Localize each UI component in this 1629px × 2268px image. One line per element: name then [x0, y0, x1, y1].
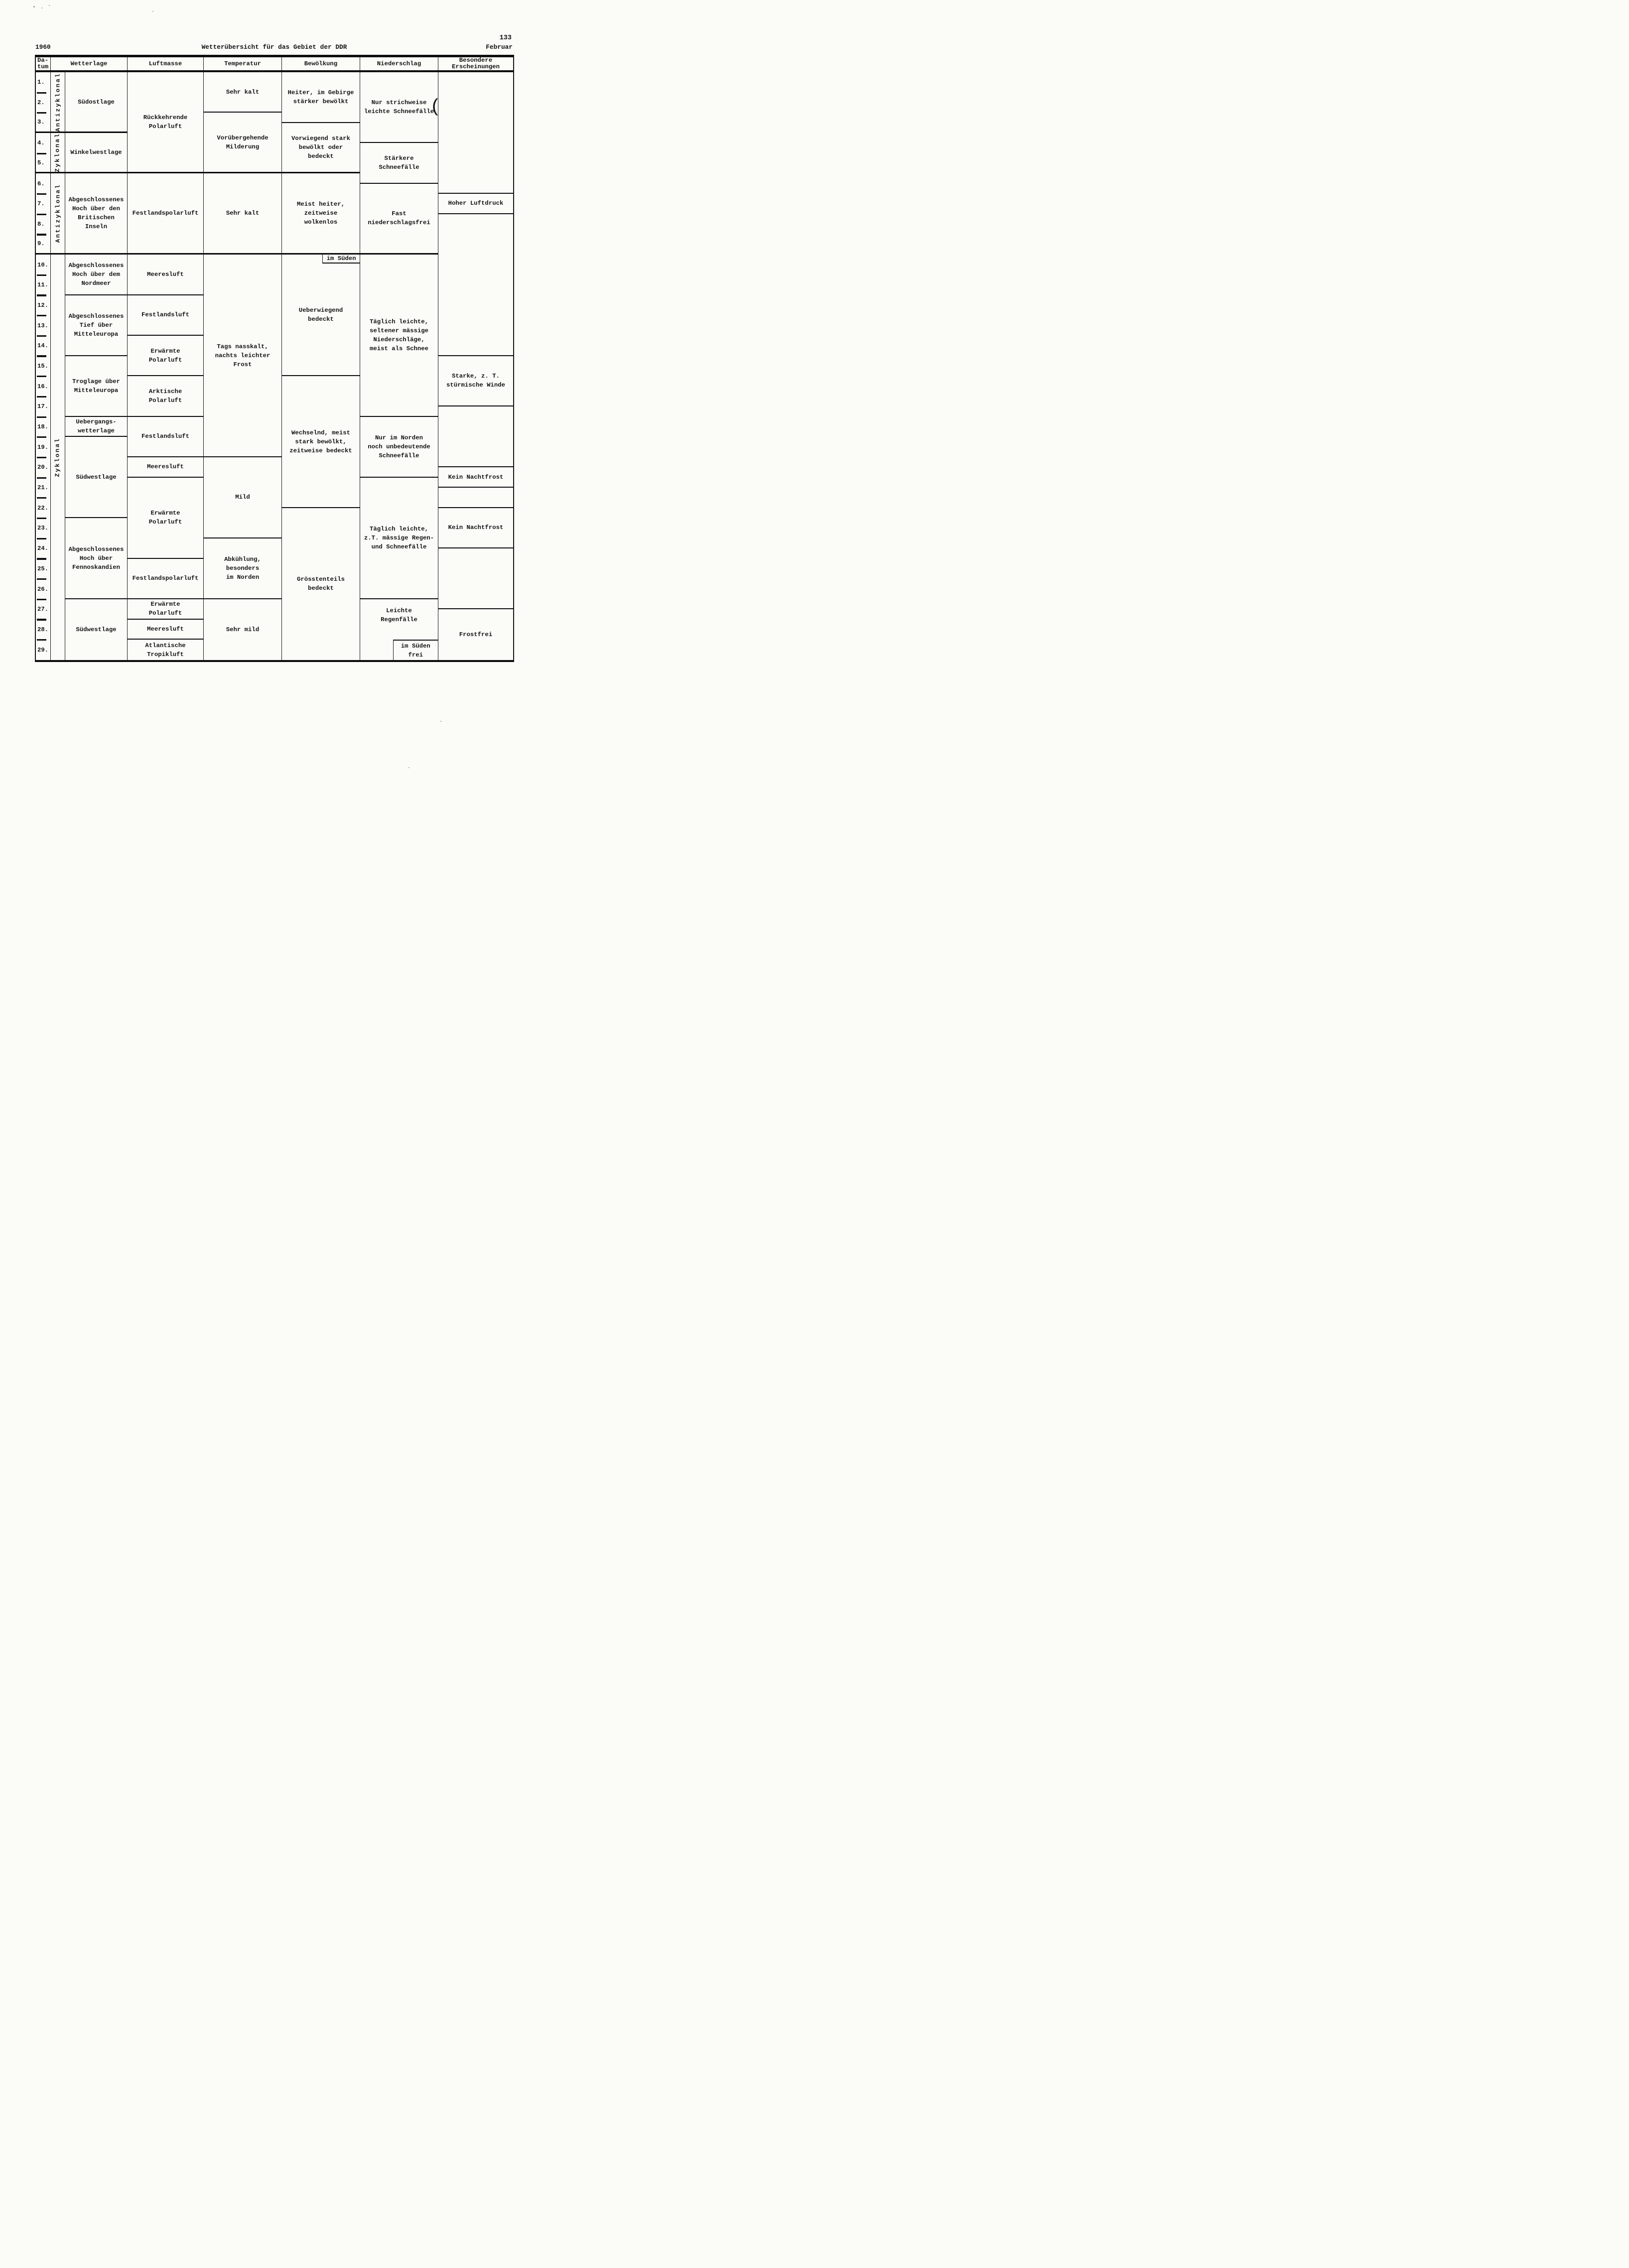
luftmasse-text: Meeresluft [147, 270, 184, 278]
datum-cell-days-26 [36, 579, 51, 599]
datum-cell-days-20 [36, 457, 51, 478]
datum-cell-days-6 [36, 173, 51, 194]
temperatur-cell-days-1-2 [204, 72, 282, 113]
luftmasse-text: Festlandsluft [141, 311, 189, 319]
datum-cell-days-7 [36, 194, 51, 214]
wetterlage-text: Abgeschlossenes Hoch über den Britischen Inseln [68, 196, 124, 231]
wetterlage-cell-days-15-17 [65, 356, 128, 417]
temperatur-text: Tags nasskalt, nachts leichter Frost [215, 343, 271, 368]
datum-text: 26. [37, 585, 49, 593]
zyklon-cell-days-10-29 [51, 255, 65, 660]
luftmasse-text: Erwärmte Polarluft [148, 601, 182, 617]
datum-text: 11. [37, 281, 49, 289]
wetterlage-text: Südwestlage [76, 473, 117, 481]
datum-text: 16. [37, 383, 49, 390]
wetterlage-text: Südostlage [78, 98, 115, 106]
besondere-cell-days-27-29 [438, 609, 513, 660]
bewoelkung-text: Heiter, im Gebirge stärker bewölkt [287, 89, 354, 105]
title-bar [35, 43, 514, 51]
datum-text: 5. [37, 159, 45, 166]
datum-text: 2. [37, 99, 45, 107]
wetterlage-text: Uebergangs- wetterlage [76, 418, 117, 435]
besondere-cell-days-20-21 [438, 467, 513, 488]
datum-text: 17. [37, 403, 49, 410]
niederschlag-text: Fast niederschlagsfrei [368, 210, 430, 227]
continuation-brace: ( [430, 97, 441, 118]
datum-cell-days-16 [36, 376, 51, 397]
luftmasse-cell-days-25-26 [128, 559, 204, 599]
datum-cell-days-28 [36, 620, 51, 640]
temperatur-text: Sehr mild [226, 626, 260, 633]
scan-speckle [408, 767, 409, 768]
datum-text: 6. [37, 180, 45, 187]
header-temperatur: Temperatur [204, 57, 282, 70]
header-bewoelkung: Bewölkung [282, 57, 360, 70]
luftmasse-text: Meeresluft [147, 463, 184, 471]
luftmasse-text: Festlandsluft [141, 433, 189, 440]
wetterlage-text: Abgeschlossenes Hoch über dem Nordmeer [68, 262, 124, 287]
luftmasse-cell-days-6-9 [128, 173, 204, 255]
table-body [36, 72, 513, 660]
wetterlage-text: Südwestlage [76, 626, 117, 633]
scan-speckle [440, 721, 441, 722]
datum-cell-days-21 [36, 478, 51, 498]
datum-cell-days-13 [36, 315, 51, 336]
zyklon-text: Zyklonal [54, 437, 62, 477]
bewoelkung-cell-days-3-5 [282, 123, 360, 174]
niederschlag-cell-days-18-20 [360, 417, 438, 478]
datum-cell-days-1 [36, 72, 51, 93]
datum-cell-days-27 [36, 599, 51, 620]
luftmasse-cell-days-16-17 [128, 376, 204, 416]
besondere-cell-days-21-22 [438, 488, 513, 508]
datum-cell-days-3 [36, 113, 51, 133]
luftmasse-text: Meeresluft [147, 625, 184, 633]
temperatur-cell-days-27-29 [204, 599, 282, 660]
zyklon-text: Zyklonal [54, 133, 62, 172]
datum-cell-days-23 [36, 518, 51, 538]
datum-cell-days-8 [36, 214, 51, 235]
niederschlag-cell-days-6-9 [360, 184, 438, 255]
luftmasse-text: Erwärmte Polarluft [148, 510, 182, 526]
zyklon-text: Antizyklonal [54, 72, 61, 132]
bewoelkung-text: Meist heiter, zeitweise wolkenlos [297, 201, 345, 226]
bewoelkung-cell-days-6-9 [282, 173, 360, 255]
datum-text: 23. [37, 525, 49, 532]
besondere-cell-days-1-6 [438, 72, 513, 194]
header-datum: Da- tum [36, 57, 51, 70]
wetterlage-cell-days-12-14 [65, 295, 128, 356]
temperatur-cell-days-24-26 [204, 538, 282, 599]
datum-cell-days-18 [36, 417, 51, 437]
luftmasse-cell-days-20 [128, 457, 204, 478]
scan-speckle [33, 6, 35, 7]
besondere-text: Kein Nachtfrost [448, 524, 504, 532]
datum-text: 25. [37, 565, 49, 572]
datum-cell-days-14 [36, 336, 51, 356]
zyklon-text: Antizyklonal [54, 184, 61, 243]
besondere-cell-days-17-20 [438, 406, 513, 467]
scan-speckle [49, 5, 50, 6]
besondere-cell-days-22-24 [438, 508, 513, 548]
scan-speckle [152, 11, 153, 12]
datum-text: 3. [37, 119, 45, 126]
datum-cell-days-19 [36, 437, 51, 457]
header-besondere: Besondere Erscheinungen [452, 57, 500, 70]
datum-text: 29. [37, 646, 49, 654]
bewoelkung-text: Grösstenteils bedeckt [297, 576, 345, 592]
temperatur-cell-days-10-19 [204, 255, 282, 457]
page-number: 133 [499, 34, 512, 42]
luftmasse-text: Erwärmte Polarluft [148, 347, 182, 364]
wetterlage-cell-days-6-9 [65, 173, 128, 255]
header-wetterlage: Wetterlage [51, 57, 128, 70]
datum-cell-days-17 [36, 397, 51, 417]
temperatur-cell-days-3-5 [204, 113, 282, 173]
scanned-document-page [0, 0, 560, 780]
datum-text: 14. [37, 342, 49, 350]
bewoelkung-cell-days-22-29 [282, 508, 360, 660]
wetterlage-text: Winkelwestlage [70, 149, 122, 156]
header-luftmasse: Luftmasse [128, 57, 204, 70]
luftmasse-cell-days-12-13 [128, 295, 204, 336]
datum-text: 20. [37, 464, 49, 471]
niederschlag-text: Nur im Norden noch unbedeutende Schneefälle [368, 434, 430, 459]
datum-cell-days-29 [36, 640, 51, 660]
bewoelkung-text: Vorwiegend stark bewölkt oder bedeckt [291, 135, 351, 160]
luftmasse-text: Atlantische Tropikluft [145, 642, 186, 658]
bewoelkung-cell-days-16-22 [282, 376, 360, 508]
wetterlage-cell-days-1-3 [65, 72, 128, 133]
besondere-text: Hoher Luftdruck [448, 200, 504, 207]
niederschlag-cell-days-29 [393, 640, 438, 660]
luftmasse-cell-days-18-19 [128, 417, 204, 457]
wetterlage-cell-days-10-11 [65, 255, 128, 295]
niederschlag-text: Täglich leichte, seltener mässige Niederschläge, meist als Schnee [369, 318, 429, 352]
datum-text: 12. [37, 301, 49, 309]
niederschlag-cell-days-10-17 [360, 255, 438, 417]
temperatur-text: Sehr kalt [226, 88, 260, 96]
besondere-cell-days-7 [438, 194, 513, 214]
temperatur-cell-days-6-9 [204, 173, 282, 255]
niederschlag-cell-days-1-4 [360, 72, 441, 143]
datum-text: 8. [37, 221, 45, 228]
datum-cell-days-24 [36, 538, 51, 559]
datum-text: 24. [37, 545, 49, 552]
datum-cell-days-5 [36, 153, 51, 174]
besondere-cell-days-8-14 [438, 214, 513, 356]
datum-cell-days-10 [36, 255, 51, 275]
datum-text: 9. [37, 240, 45, 248]
bewoelkung-text: Wechselnd, meist stark bewölkt, zeitweise bedeckt [289, 429, 352, 454]
datum-text: 7. [37, 200, 45, 208]
luftmasse-cell-days-29 [128, 640, 204, 660]
wetterlage-text: Troglage über Mitteleuropa [72, 378, 120, 394]
luftmasse-cell-days-14-15 [128, 336, 204, 376]
luftmasse-cell-days-28 [128, 620, 204, 640]
wetterlage-cell-days-23-26 [65, 518, 128, 599]
zyklon-cell-days-6-9 [51, 173, 65, 255]
niederschlag-text: Stärkere Schneefälle [379, 155, 419, 171]
datum-cell-days-4 [36, 133, 51, 153]
datum-text: 19. [37, 443, 49, 451]
temperatur-text: Abkühlung, besonders im Norden [224, 555, 261, 581]
luftmasse-text: Arktische Polarluft [148, 388, 182, 404]
datum-text: 4. [37, 139, 45, 147]
datum-cell-days-15 [36, 356, 51, 377]
temperatur-text: Sehr kalt [226, 210, 260, 217]
besondere-text: Kein Nachtfrost [448, 473, 504, 481]
bewoelkung-text: im Süden [326, 255, 356, 263]
datum-text: 18. [37, 423, 49, 431]
niederschlag-text: Leichte Regenfälle [381, 607, 417, 623]
wetterlage-cell-days-19-22 [65, 437, 128, 518]
besondere-text: Starke, z. T. stürmische Winde [446, 373, 506, 389]
month-label: Februar [486, 43, 513, 51]
wetterlage-cell-days-4-5 [65, 133, 128, 173]
year-label: 1960 [35, 43, 51, 51]
bewoelkung-text: Ueberwiegend bedeckt [298, 307, 343, 323]
page-title: Wetterübersicht für das Gebiet der DDR [201, 43, 347, 51]
datum-cell-days-2 [36, 93, 51, 113]
luftmasse-cell-days-1-5 [128, 72, 204, 173]
datum-text: 28. [37, 626, 49, 633]
luftmasse-cell-days-10-11 [128, 255, 204, 295]
datum-cell-days-25 [36, 559, 51, 579]
weather-table [35, 55, 514, 662]
datum-text: 22. [37, 504, 49, 512]
datum-text: 27. [37, 606, 49, 613]
wetterlage-text: Abgeschlossenes Tief über Mitteleuropa [68, 312, 124, 338]
luftmasse-cell-days-21-24 [128, 478, 204, 559]
niederschlag-cell-days-4-6 [360, 143, 438, 183]
temperatur-text: Vorübergehende Milderung [217, 134, 269, 150]
header-niederschlag: Niederschlag [360, 57, 438, 70]
datum-text: 13. [37, 322, 49, 329]
zyklon-cell-days-4-5 [51, 133, 65, 173]
luftmasse-cell-days-27 [128, 599, 204, 620]
besondere-cell-days-15-17 [438, 356, 513, 407]
temperatur-text: Mild [235, 494, 250, 501]
besondere-cell-days-24-27 [438, 548, 513, 609]
luftmasse-text: Rückkehrende Polarluft [143, 114, 188, 131]
temperatur-cell-days-20-23 [204, 457, 282, 538]
niederschlag-text: Täglich leichte, z.T. mässige Regen- und Schneefälle [364, 525, 434, 550]
datum-cell-days-12 [36, 295, 51, 316]
bewoelkung-cell-days-10-15 [282, 255, 360, 376]
niederschlag-cell-days-21-26 [360, 478, 438, 599]
table-header [36, 57, 513, 72]
luftmasse-text: Festlandspolarluft [132, 575, 199, 582]
bewoelkung-cell-days-1-3 [282, 72, 360, 123]
niederschlag-text: im Süden frei [401, 642, 430, 659]
wetterlage-cell-days-27-29 [65, 599, 128, 660]
besondere-text: Frostfrei [459, 631, 493, 639]
datum-text: 15. [37, 362, 49, 370]
datum-cell-days-22 [36, 498, 51, 518]
niederschlag-text: Nur strichweise leichte Schneefälle [364, 99, 434, 116]
wetterlage-text: Abgeschlossenes Hoch über Fennoskandien [68, 545, 124, 571]
zyklon-cell-days-1-3 [51, 72, 65, 133]
bewoelkung-cell-days-10 [322, 255, 360, 264]
wetterlage-cell-days-18 [65, 417, 128, 437]
luftmasse-text: Festlandspolarluft [132, 210, 199, 217]
datum-cell-days-11 [36, 275, 51, 295]
datum-text: 10. [37, 261, 49, 268]
scan-speckle [41, 7, 42, 8]
datum-text: 21. [37, 484, 49, 492]
datum-cell-days-9 [36, 235, 51, 255]
datum-text: 1. [37, 79, 45, 86]
